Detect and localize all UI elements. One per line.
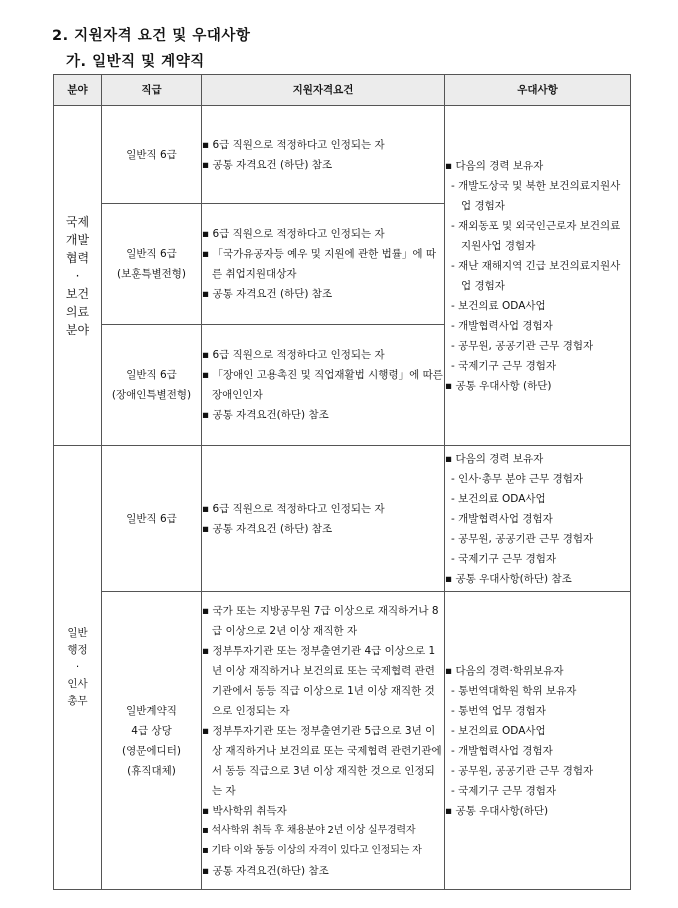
field-cell: 일반 행정 · 인사 총무 <box>54 446 102 890</box>
qualification-cell: ▪ 6급 직원으로 적정하다고 인정되는 자 ▪ 「국가유공자등 예우 및 지원에 관한 법률」에 따른 취업지원대상자 ▪ 공통 자격요건 (하단) 참조 <box>202 204 445 325</box>
grade-cell: 일반계약직 4급 상당 (영문에디터) (휴직대체) <box>102 592 202 890</box>
grade-cell: 일반직 6급 (장애인특별전형) <box>102 325 202 446</box>
table-row <box>54 592 631 890</box>
header-preference: 우대사항 <box>445 75 631 106</box>
header-field: 분야 <box>54 75 102 106</box>
qualification-cell: ▪ 6급 직원으로 적정하다고 인정되는 자 ▪ 공통 자격요건 (하단) 참조 <box>202 446 445 592</box>
table-row <box>54 446 631 592</box>
grade-cell: 일반직 6급 (보훈특별전형) <box>102 204 202 325</box>
section-heading: 2. 지원자격 요건 및 우대사항 <box>52 28 251 44</box>
table-header-row <box>54 75 631 106</box>
qualification-cell: ▪ 6급 직원으로 적정하다고 인정되는 자 ▪ 「장애인 고용촉진 및 직업재활법 시행령」에 따른 장애인인자 ▪ 공통 자격요건(하단) 참조 <box>202 325 445 446</box>
preference-cell: ▪ 다음의 경력·학위보유자 - 통번역대학원 학위 보유자 - 통번역 업무 경험자 - 보건의료 ODA사업 - 개발협력사업 경험자 - 공무원, 공공기관 근무 경험자 - 국제기구 근무 경험자 ▪ 공통 우대사항(하단) <box>445 592 631 890</box>
grade-cell: 일반직 6급 <box>102 446 202 592</box>
header-qualification: 지원자격요건 <box>202 75 445 106</box>
requirements-table <box>53 74 631 890</box>
section-subheading: 가. 일반직 및 계약직 <box>66 54 205 70</box>
qualification-cell: ▪ 국가 또는 지방공무원 7급 이상으로 재직하거나 8급 이상으로 2년 이상 재직한 자 ▪ 정부투자기관 또는 정부출연기관 4급 이상으로 1년 이상 재직하거나 보건의료 또는 국제협력 관련기관에서 동등 직급 이상으로 1년 이상 재직한 것으로 인정되는 자 ▪ 정부투자기관 또는 정부출연기관 5급으로 3년 이상 재직하거나 보건의료 또는 국제협력 관련기관에서 동등 직급으로 3년 이상 재직한 것으로 인정되는 자 ▪ 박사학위 취득자 ▪ 석사학위 취득 후 채용분야 2년 이상 실무경력자 ▪ 기타 이와 동등 이상의 자격이 있다고 인정되는 자 ▪ 공통 자격요건(하단) 참조 <box>202 592 445 890</box>
preference-cell: ▪ 다음의 경력 보유자 - 개발도상국 및 북한 보건의료지원사업 경험자 - 재외동포 및 외국인근로자 보건의료지원사업 경험자 - 재난 재해지역 긴급 보건의료지원사업 경험자 - 보건의료 ODA사업 - 개발협력사업 경험자 - 공무원, 공공기관 근무 경험자 - 국제기구 근무 경험자 ▪ 공통 우대사항 (하단) <box>445 106 631 446</box>
table-row <box>54 106 631 204</box>
header-grade: 직급 <box>102 75 202 106</box>
grade-cell: 일반직 6급 <box>102 106 202 204</box>
field-cell: 국제 개발 협력 · 보건 의료 분야 <box>54 106 102 446</box>
preference-cell: ▪ 다음의 경력 보유자 - 인사·총무 분야 근무 경험자 - 보건의료 ODA사업 - 개발협력사업 경험자 - 공무원, 공공기관 근무 경험자 - 국제기구 근무 경험자 ▪ 공통 우대사항(하단) 참조 <box>445 446 631 592</box>
qualification-cell: ▪ 6급 직원으로 적정하다고 인정되는 자 ▪ 공통 자격요건 (하단) 참조 <box>202 106 445 204</box>
